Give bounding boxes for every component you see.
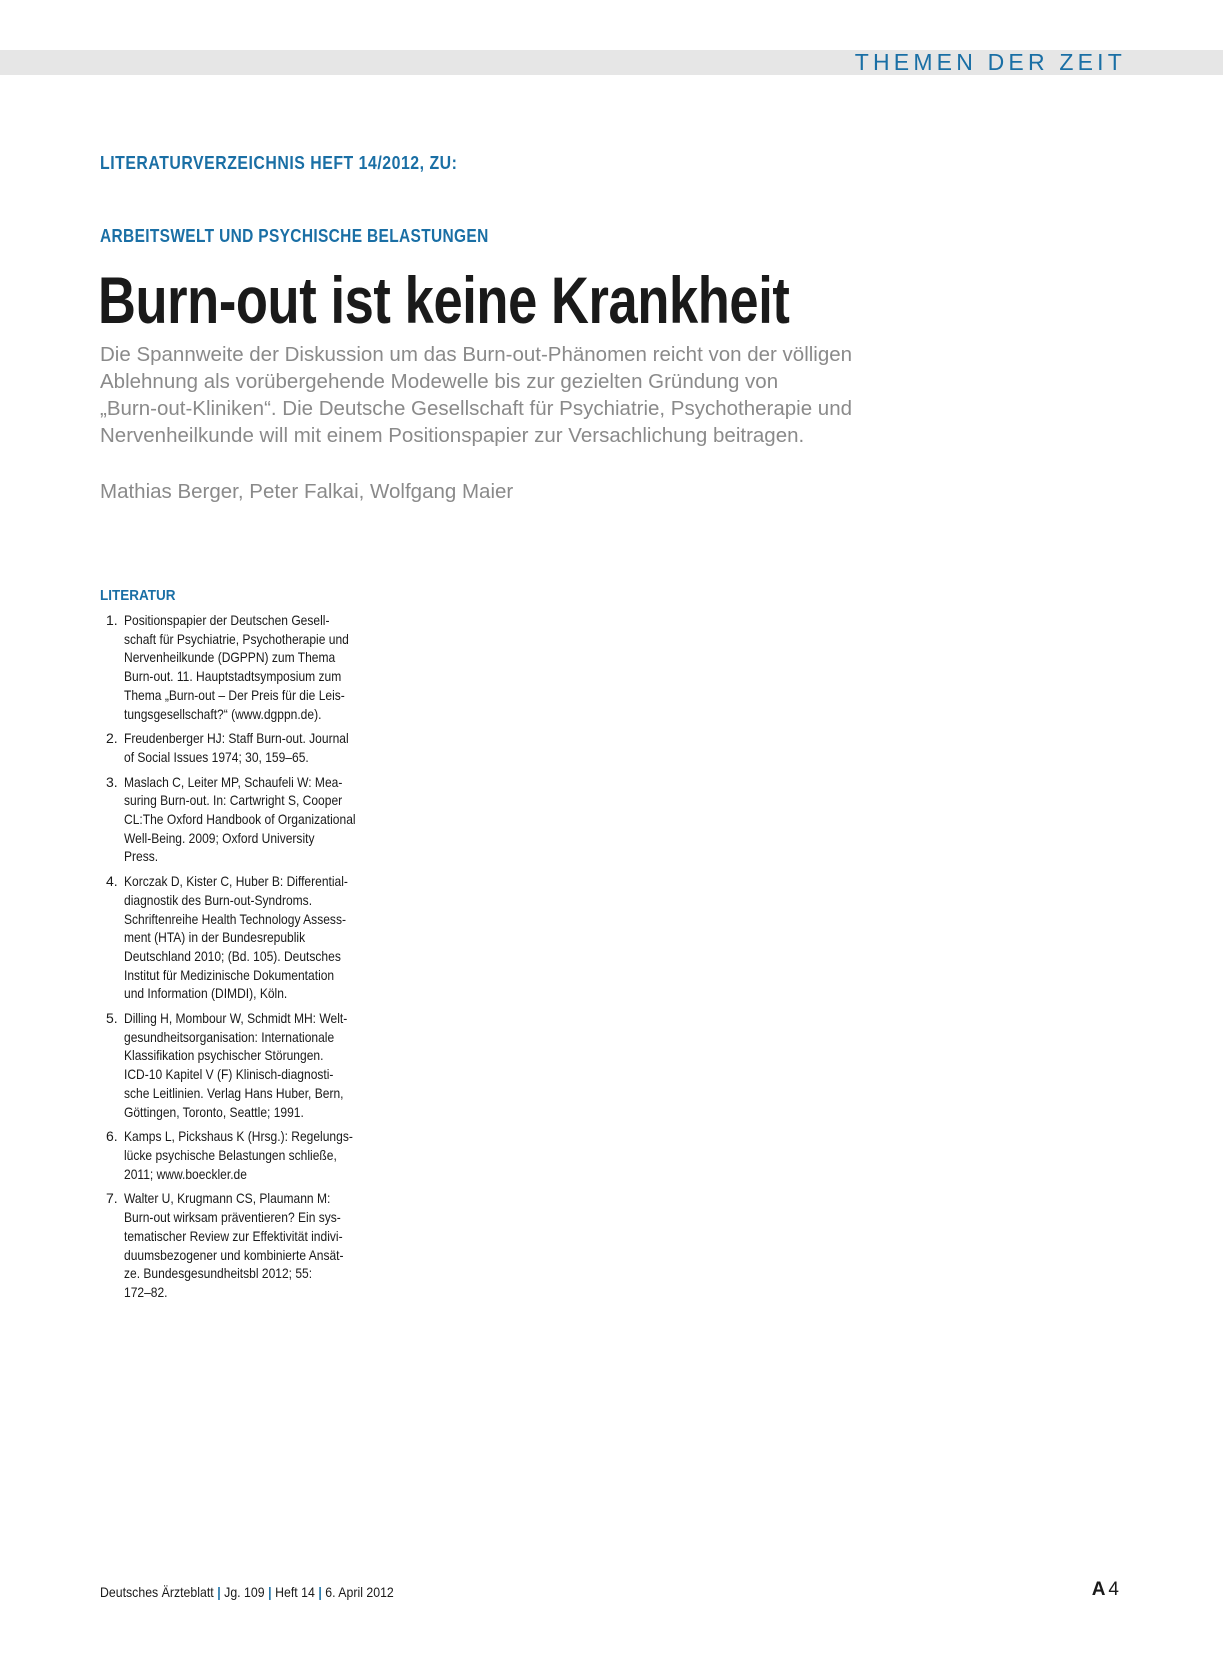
reference-item [100,611,380,723]
reference-text-line: schaft für Psychiatrie, Psychotherapie und [124,630,349,647]
reference-text-line: ICD-10 Kapitel V (F) Klinisch-diagnosti- [124,1066,334,1083]
reference-text-line: ment (HTA) in der Bundesrepublik [124,929,306,946]
reference-text-line: Burn-out wirksam präventieren? Ein sys- [124,1209,341,1226]
page-number [1092,1579,1119,1601]
reference-text-line: Institut für Medizinische Dokumentation [124,966,335,983]
reference-text-line: Nervenheilkunde (DGPPN) zum Thema [124,649,336,666]
reference-text-line: duumsbezogener und kombinierte Ansät- [124,1246,344,1263]
reference-text-line: Well-Being. 2009; Oxford University [124,829,315,846]
lead-line: „Burn-out-Kliniken“. Die Deutsche Gesellschaft für Psychiatrie, Psychotherapie und [100,397,853,420]
article-headline: Burn-out ist keine Krankheit [98,263,790,337]
article-authors: Mathias Berger, Peter Falkai, Wolfgang Maier [100,480,514,503]
reference-text-line: Burn-out. 11. Hauptstadtsymposium zum [124,668,342,685]
footer-separator: | [217,1584,221,1600]
reference-number: 3. [106,773,118,790]
reference-text-line: und Information (DIMDI), Köln. [124,985,288,1002]
reference-text-line: suring Burn-out. In: Cartwright S, Cooper [124,792,343,809]
lead-line: Ablehnung als vorübergehende Modewelle bis zur gezielten Gründung von [100,370,779,393]
reference-text-line: tematischer Review zur Effektivität indivi- [124,1227,343,1244]
reference-text-line: Positionspapier der Deutschen Gesell- [124,612,330,628]
reference-text-line: Dilling H, Mombour W, Schmidt MH: Welt- [124,1010,348,1027]
reference-item [100,1127,380,1183]
page-number-value: 4 [1108,1579,1119,1600]
reference-item [100,729,380,766]
footer-date: 6. April 2012 [325,1584,394,1600]
reference-text-line: Göttingen, Toronto, Seattle; 1991. [124,1103,304,1120]
reference-item [100,1009,380,1121]
reference-text-line: Maslach C, Leiter MP, Schaufeli W: Mea- [124,773,343,790]
reference-text-line: Klassifikation psychischer Störungen. [124,1047,324,1064]
reference-text-line: Freudenberger HJ: Staff Burn-out. Journal [124,730,349,747]
footer-separator: | [318,1584,322,1600]
reference-text-line: gesundheitsorganisation: Internationale [124,1028,335,1045]
reference-text-line: diagnostik des Burn-out-Syndroms. [124,891,313,908]
reference-item [100,1189,380,1301]
lead-line: Nervenheilkunde will mit einem Positionspapier zur Versachlichung beitragen. [100,424,805,447]
reference-text-line: Press. [124,848,159,865]
reference-text-line: ze. Bundesgesundheitsbl 2012; 55: [124,1265,313,1282]
reference-text-line: Thema „Burn-out – Der Preis für die Leis- [124,686,345,703]
reference-number: 2. [106,730,118,747]
footer-issue: Heft 14 [275,1584,315,1600]
reference-text-line: CL:The Oxford Handbook of Organizational [124,811,356,828]
reference-list [100,611,380,1308]
footer-separator: | [268,1584,272,1600]
page-number-prefix: A [1091,1579,1106,1600]
reference-text-line: Schriftenreihe Health Technology Assess- [124,910,346,927]
reference-item [100,773,380,867]
reference-text-line: Kamps L, Pickshaus K (Hrsg.): Regelungs- [124,1128,353,1145]
reference-text-line: lücke psychische Belastungen schließe, [124,1146,337,1163]
footer-volume: Jg. 109 [224,1584,265,1600]
literature-list-heading: LITERATURVERZEICHNIS HEFT 14/2012, ZU: [100,153,458,173]
reference-number: 5. [106,1010,118,1027]
section-label: THEMEN DER ZEIT [854,49,1126,75]
article-kicker: ARBEITSWELT UND PSYCHISCHE BELASTUNGEN [100,226,489,246]
reference-number: 7. [106,1190,118,1207]
reference-text-line: Walter U, Krugmann CS, Plaumann M: [124,1190,331,1207]
reference-text-line: 2011; www.boeckler.de [124,1165,247,1182]
reference-text-line: 172–82. [124,1283,168,1300]
reference-text-line: Korczak D, Kister C, Huber B: Differential- [124,873,348,890]
article-lead [100,341,980,449]
lead-line: Die Spannweite der Diskussion um das Burn-out-Phänomen reicht von der völligen [100,343,853,366]
reference-text-line: of Social Issues 1974; 30, 159–65. [124,748,309,765]
footer-journal: Deutsches Ärzteblatt [100,1584,214,1600]
page-footer [100,1582,394,1602]
reference-text-line: sche Leitlinien. Verlag Hans Huber, Bern, [124,1084,344,1101]
reference-text-line: Deutschland 2010; (Bd. 105). Deutsches [124,947,341,964]
reference-item [100,872,380,1003]
reference-text-line: tungsgesellschaft?“ (www.dgppn.de). [124,705,322,722]
reference-number: 4. [106,873,118,890]
literature-title: LITERATUR [100,587,176,604]
reference-number: 1. [106,612,118,628]
reference-number: 6. [106,1128,118,1145]
